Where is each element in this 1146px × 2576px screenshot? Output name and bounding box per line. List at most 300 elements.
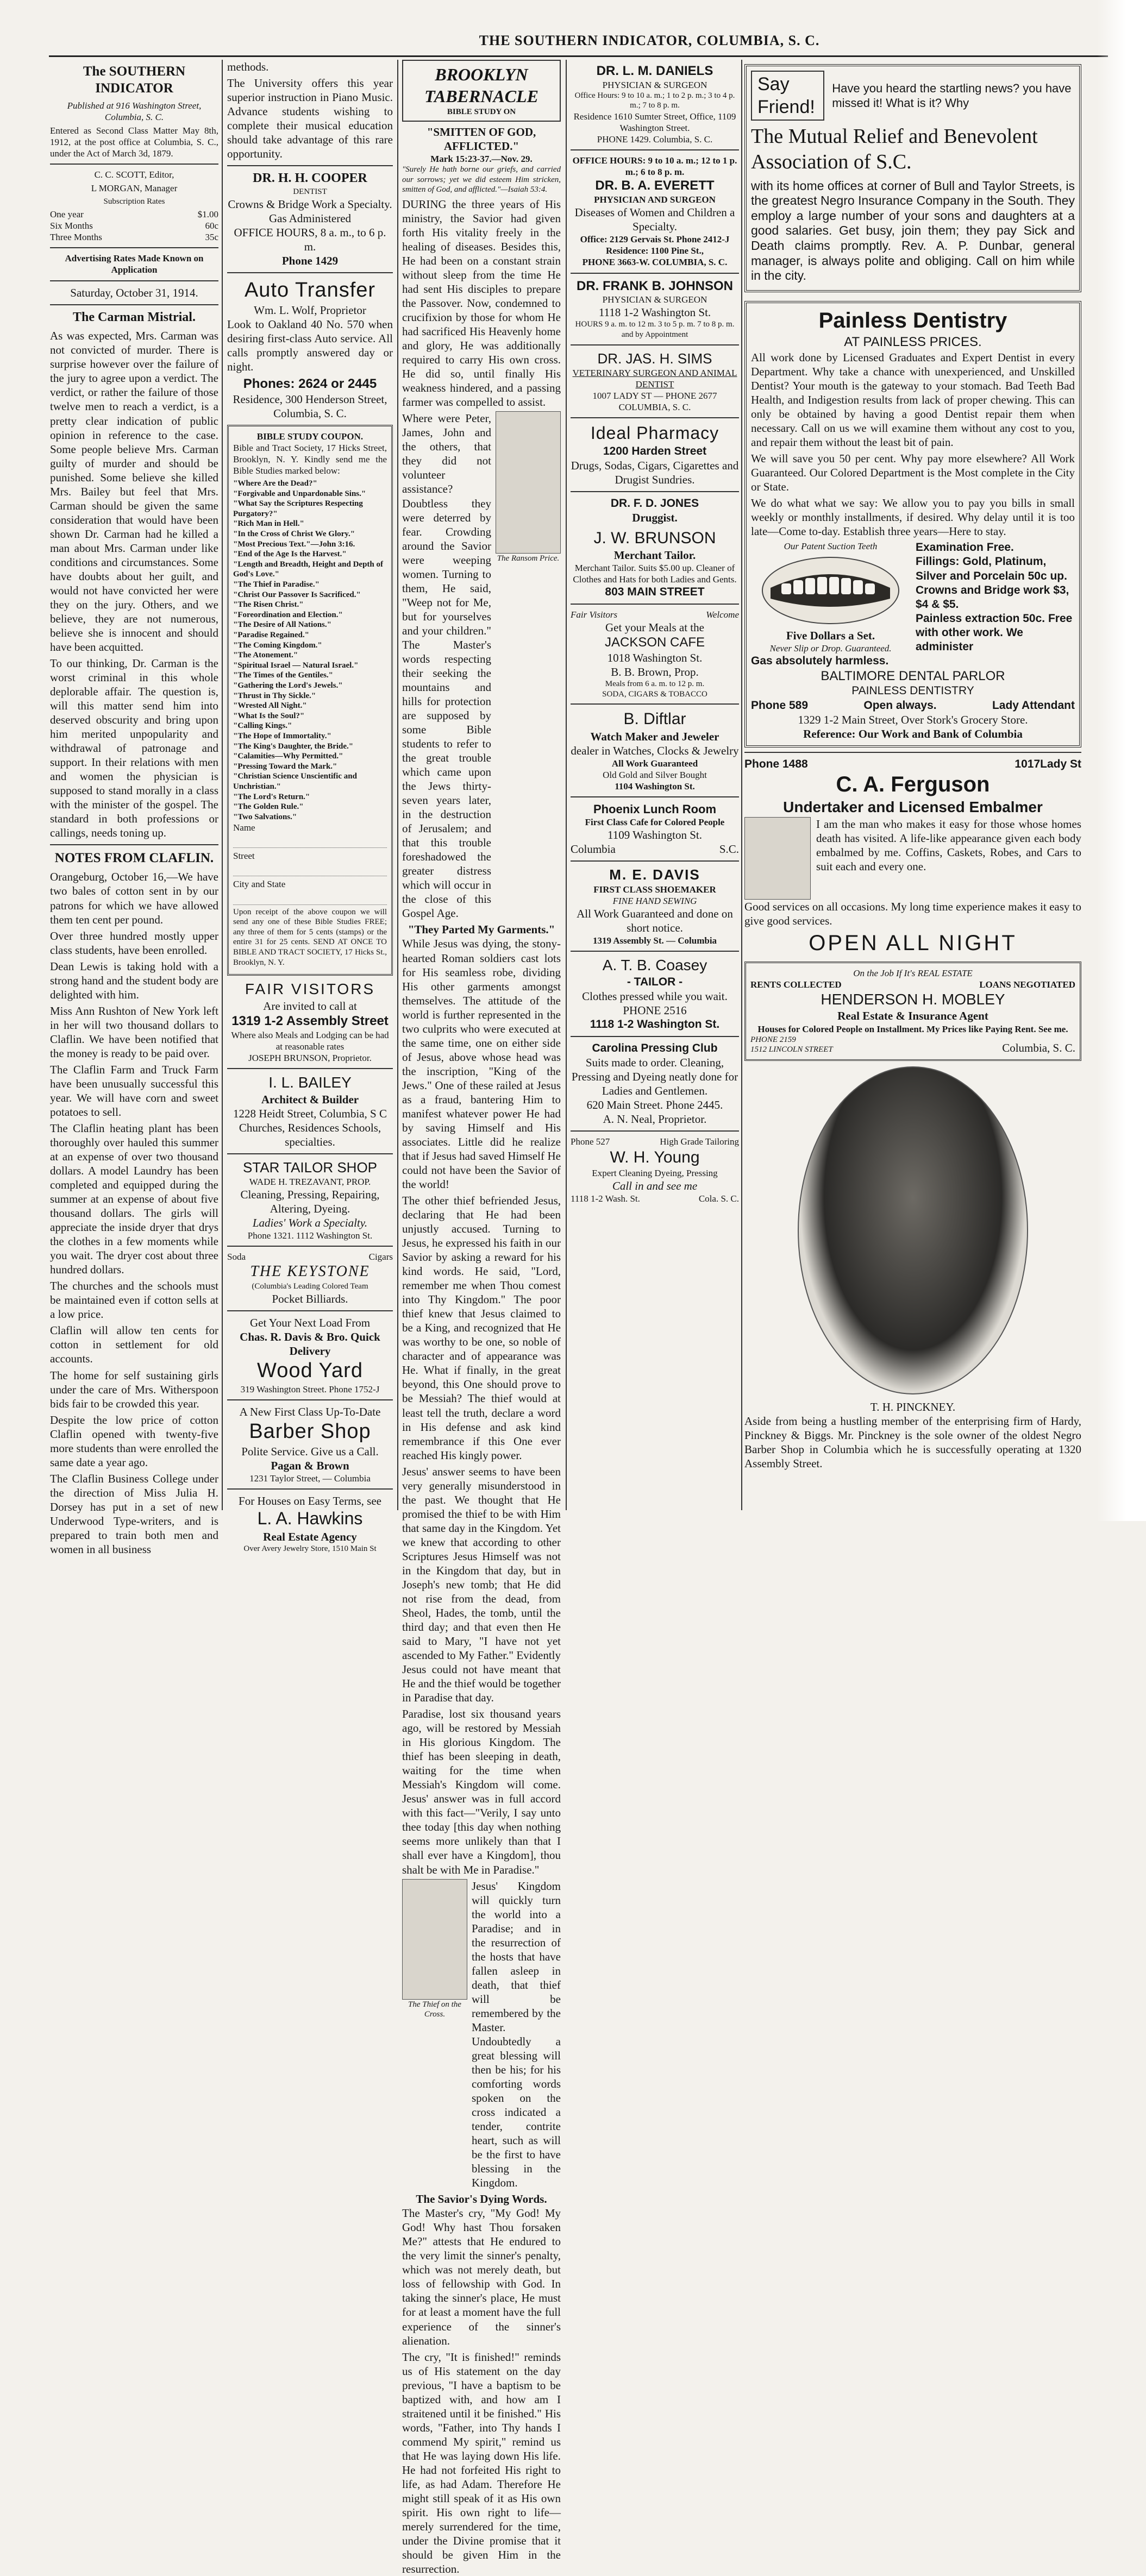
pinckney-portrait: [798, 1066, 1028, 1394]
coupon-item[interactable]: "The Golden Rule.": [233, 802, 304, 812]
ad-text: Clothes pressed while you wait. PHONE 2516: [582, 989, 728, 1017]
divider: [50, 164, 218, 165]
ad-text: 1228 Heidt Street, Columbia, S C Churches, Residences Schools, specialties.: [233, 1107, 387, 1148]
ad-mobley: [744, 962, 1081, 1061]
ad-name: I. L. BAILEY: [268, 1073, 352, 1091]
divider: [227, 1153, 393, 1154]
tabernacle-banner: [402, 60, 561, 122]
ad-name: HENDERSON H. MOBLEY: [821, 990, 1005, 1008]
ad-row: [751, 541, 1075, 654]
ad-price: Five Dollars a Set.: [786, 629, 875, 642]
divider: [571, 149, 739, 150]
ad-text: Houses for Colored People on Installment. My Prices like Paying Rent. See me.: [757, 1023, 1068, 1034]
divider: [571, 796, 739, 797]
ad-title: DENTIST: [293, 187, 327, 196]
ad-text: All Work Guaranteed and done on short notice.: [577, 907, 733, 934]
coupon-item[interactable]: "The Hope of Immortality.": [233, 731, 331, 740]
ad-title: Druggist.: [632, 511, 678, 524]
ad-title: Merchant Tailor.: [613, 549, 696, 562]
coupon-item[interactable]: "Length and Breadth, Height and Depth of God's Love.": [233, 560, 384, 579]
divider: [571, 491, 739, 492]
ad-text: Crowns & Bridge Work a Specialty. Gas Administered: [228, 197, 392, 225]
ad-heading: Say Friend!: [751, 71, 824, 121]
rate-row: Six Months 60c: [50, 221, 218, 231]
ad-row: Phone 1488 1017Lady St: [744, 757, 1081, 770]
ad-row: 1118 1-2 Wash. St. Cola. S. C.: [571, 1193, 739, 1204]
ad-text: FINE HAND SEWING: [612, 895, 697, 906]
tabernacle-title: BROOKLYN TABERNACLE: [424, 65, 538, 106]
ad-text: All work done by Licensed Graduates and Expert Dentist in every Department. Why take a chance with unexperienced, and Unskilled Dentist? Your mouth is the gateway to your stomach. Bad Teeth Bad Health, and Indigestion results from lack of proper chewing. This can only be obtained by having a good Dentist repair them when necessary. Call on us we will examine them without any cost to you, and repair them without the least bit of pain.: [751, 351, 1075, 449]
advertising-note: Advertising Rates Made Known on Application: [65, 253, 204, 275]
divider: [571, 703, 739, 705]
ad-reference: Reference: Our Work and Bank of Columbia: [803, 727, 1023, 740]
ad-text: SODA, CIGARS & TOBACCO: [602, 689, 707, 699]
ad-text: Get Your Next Load From: [249, 1316, 371, 1329]
ad-hours: Office Hours: 9 to 10 a. m.; 1 to 2 p. m.; 3 to 4 p. m.; 7 to 8 p. m.: [574, 91, 735, 110]
divider: [744, 752, 1081, 753]
ad-title: Wood Yard: [257, 1359, 363, 1382]
divider: [571, 1130, 739, 1132]
ad-diftlar: [571, 709, 739, 791]
ad-address: 620 Main Street. Phone 2445.: [586, 1098, 723, 1111]
ad-open: OPEN ALL NIGHT: [809, 931, 1017, 955]
ad-address: Residence 1610 Sumter Street, Office, 1109 Washington Street.: [573, 111, 736, 134]
ad-text: Suits made to order. Cleaning, Pressing and Dyeing neatly done for Ladies and Gentlemen.: [571, 1055, 738, 1097]
ad-text: Painless extraction 50c. Free with other work. We administer: [916, 612, 1073, 653]
rate-row: One year $1.00: [50, 209, 218, 220]
divider: [571, 417, 739, 418]
coupon-list: [233, 479, 387, 822]
ad-text: Merchant Tailor. Suits $5.00 up. Cleaner of Clothes and Hats for both Ladies and Gents.: [573, 563, 737, 585]
ad-contact: PHONE 2159 1512 LINCOLN STREET: [750, 1035, 833, 1054]
coupon-item[interactable]: "Foreordination and Election.": [233, 610, 343, 619]
coupon-item[interactable]: "Spiritual Israel — Natural Israel.": [233, 661, 359, 670]
ad-name: L. A. Hawkins: [257, 1509, 363, 1529]
coupon-item[interactable]: "The Thief in Paradise.": [233, 580, 320, 589]
ad-sims: [571, 350, 739, 413]
teeth-block: [751, 541, 910, 654]
ad-text: Good services on all occasions. My long time experience makes it easy to give good services.: [744, 900, 1081, 927]
column-3: [402, 60, 561, 2576]
teeth-illustration: [762, 557, 899, 624]
coupon-line: [233, 835, 387, 848]
divider: [227, 1399, 393, 1400]
illustration-caption: The Ransom Price.: [497, 554, 560, 563]
ad-text: Where also Meals and Lodging can be had at reasonable rates: [231, 1029, 389, 1052]
article-paragraph: The Claflin Farm and Truck Farm have been unusually successful this year. We will have corn and sweet potatoes to sell.: [50, 1063, 218, 1119]
sermon-paragraph: The Master's cry, "My God! My God! Why hast Thou forsaken Me?" attests that He endured to the very limit the sinner's penalty, which was not merely death, but loss of fellowship with God. In taking the sinner's place, He must for at least a moment have the full experience of the sinner's alienation.: [402, 2207, 561, 2347]
column-divider: [741, 60, 742, 1510]
ad-text: Examination Free.: [916, 541, 1014, 554]
column-2: [227, 60, 393, 1553]
ad-text: I am the man who makes it easy for those whose homes death has visited. A life-like appearance given each body embalmed by me. Coffins, Caskets, Robes, and Cars to suit each and every one.: [816, 817, 1081, 874]
coupon-item[interactable]: "Pressing Toward the Mark.": [233, 762, 337, 771]
ad-ideal-pharmacy: [571, 423, 739, 487]
ad-name: FAIR VISITORS: [245, 981, 375, 998]
rate-row: Three Months 35c: [50, 232, 218, 243]
ad-name: Chas. R. Davis & Bro. Quick Delivery: [240, 1330, 380, 1358]
divider: [227, 1246, 393, 1247]
coupon-item[interactable]: "The Desire of All Nations.": [233, 620, 331, 630]
sermon-paragraph: The other thief befriended Jesus, declaring that He had been unjustly accused. Turning to Jesus, he expressed his faith in our Savior by asking a reward for his kind words. He said, "Lord, remember me when Thou comest into Thy Kingdom." The poor thief knew that Jesus claimed to be a King, and recognized that He was worthy to be one, so noble of character and of appearance was He. What if finally, in the great beyond, this One should prove to be Messiah? The thief would at least tell the truth, declare a word in His defense and ask kind remembrance if this One ever reached His kingly power.: [402, 1194, 561, 1462]
coupon-item[interactable]: "Forgivable and Unpardonable Sins.": [233, 489, 366, 498]
ad-text: Never Slip or Drop. Guaranteed.: [769, 643, 892, 654]
divider: [50, 844, 218, 845]
ad-text: All Work Guaranteed: [611, 758, 698, 769]
ad-title: - TAILOR -: [627, 975, 683, 988]
masthead-rule: [49, 55, 1108, 57]
ad-row: [751, 71, 1075, 121]
column-divider: [222, 60, 223, 1510]
coupon-item[interactable]: "End of the Age Is the Harvest.": [233, 550, 347, 559]
ad-painless-dentistry: [744, 301, 1081, 747]
divider: [571, 1036, 739, 1037]
ad-text: Look to Oakland 40 No. 570 when desiring first-class Auto service. All calls promptly answered day or night.: [227, 317, 393, 373]
ad-text: Cleaning, Pressing, Repairing, Altering, Dyeing.: [240, 1188, 380, 1216]
ad-row: [750, 1035, 1075, 1055]
ad-tagline: On the Job If It's REAL ESTATE: [853, 967, 973, 978]
teeth-icon: [765, 566, 895, 615]
ad-address: 1118 1-2 Washington St.: [590, 1017, 720, 1031]
ad-prop: WADE H. TREZAVANT, PROP.: [249, 1176, 371, 1187]
ad-young: [571, 1136, 739, 1204]
ad-keystone: [227, 1251, 393, 1305]
coupon-name-field[interactable]: Name: [233, 822, 387, 848]
ad-hours: OFFICE HOURS, 8 a. m., to 6 p. m.: [234, 225, 386, 253]
ad-text: dealer in Watches, Clocks & Jewelry: [571, 744, 739, 757]
ad-title: Real Estate Agency: [263, 1530, 357, 1543]
ad-phone: Phone 1429: [281, 254, 339, 267]
ad-text: We do what what we say: We allow you to pay you bills in small weekly or monthly installments, if desired. Why delay until it is too late—Come to-day. Establish three years—Here to stay.: [751, 497, 1075, 538]
ad-coasey: [571, 956, 739, 1032]
article-paragraph: The Claflin heating plant has been thoroughly over hauled this summer at an expense of over two thousand dollars. A model Laundry has been completed and equipped during the summer at an expense of about five thousand dollars. The girls will appreciate the inside dryer that drys the clothes in a few moments while you wait. The dryer cost about three hundred dollars.: [50, 1121, 218, 1277]
sermon-title: "SMITTEN OF GOD, AFFLICTED.": [427, 125, 536, 153]
article-paragraph: Over three hundred mostly upper class students, have been enrolled.: [50, 929, 218, 957]
ad-prop: B. B. Brown, Prop.: [611, 665, 699, 679]
ad-title: Undertaker and Licensed Embalmer: [783, 799, 1043, 816]
divider: [571, 273, 739, 274]
column-4: [571, 60, 739, 1510]
ad-name: DR. H. H. COOPER: [253, 171, 367, 186]
paper-name: The SOUTHERN INDICATOR: [83, 64, 186, 96]
coupon-line: [233, 893, 387, 905]
ad-row: RENTS COLLECTED LOANS NEGOTIATED: [750, 979, 1075, 990]
coupon-item[interactable]: "Thrust in Thy Sickle.": [233, 691, 316, 700]
ad-name: Auto Transfer: [244, 278, 376, 301]
ad-text: (Columbia's Leading Colored Team: [252, 1281, 368, 1291]
ad-everett: [571, 155, 739, 268]
ad-wood-yard: [227, 1316, 393, 1395]
divider: [50, 247, 218, 248]
sermon-heading: The Savior's Dying Words.: [416, 2192, 547, 2206]
coupon-line: [233, 864, 387, 876]
ad-city: Columbia, S. C.: [1002, 1041, 1075, 1054]
coupon-item[interactable]: "Christ Our Passover Is Sacrificed.": [233, 590, 361, 599]
ad-name: W. H. Young: [610, 1148, 700, 1166]
continued-text: methods.: [227, 60, 269, 73]
ad-address: 1104 Washington St.: [615, 781, 695, 791]
article-paragraph: Despite the low price of cotton Claflin opened with twenty-five more students than were enrolled the same date a year ago.: [50, 1413, 218, 1469]
sermon-paragraph: Jesus' answer seems to have been very generally misunderstood in the past. We thought that He promised the thief to be with Him that same day in the Kingdom. Yet we knew that according to other Scriptures Jesus Himself was not in the Kingdom that day, but in Joseph's new tomb; that He did not rise from the dead, from Sheol, Hades, the tomb, until the third day; and that even then He said to Mary, "I have not yet ascended to My Father." Evidently Jesus could not have meant that He and the thief would be together in Paradise that day.: [402, 1465, 561, 1705]
ad-city: COLUMBIA, S. C.: [618, 402, 691, 413]
ad-title: PHYSICIAN AND SURGEON: [594, 194, 716, 205]
ad-address: 1319 1-2 Assembly Street: [231, 1013, 389, 1028]
ad-bailey: [227, 1073, 393, 1149]
coupon-item[interactable]: "The Coming Kingdom.": [233, 640, 322, 650]
divider: [227, 1488, 393, 1490]
ad-title: PHYSICIAN & SURGEON: [602, 294, 707, 305]
divider: [50, 280, 218, 281]
ad-address: Residence, 300 Henderson Street, Columbia, S. C.: [233, 392, 387, 420]
ad-hours: HOURS 9 a. m. to 12 m. 3 to 5 p. m. 7 to 8 p. m. and by Appointment: [575, 320, 735, 339]
column-1: [50, 60, 218, 1556]
ad-phoenix: [571, 802, 739, 856]
ad-jones: [571, 497, 739, 525]
coupon-item[interactable]: "Most Precious Text."—John 3:16.: [233, 539, 355, 549]
divider: [571, 951, 739, 952]
ad-name: STAR TAILOR SHOP: [242, 1159, 378, 1176]
ad-name: Barber Shop: [249, 1419, 371, 1443]
ad-title: VETERINARY SURGEON AND ANIMAL DENTIST: [572, 367, 737, 389]
ad-parlor-sub: PAINLESS DENTISTRY: [851, 684, 974, 698]
divider: [50, 304, 218, 305]
coupon-item[interactable]: "Two Salvations.": [233, 812, 297, 821]
ad-parlor: BALTIMORE DENTAL PARLOR: [821, 668, 1005, 683]
coupon-item[interactable]: "What Say the Scriptures Respecting Purgatory?": [233, 499, 363, 518]
ad-address: 1329 1-2 Main Street, Over Stork's Grocery Store.: [798, 713, 1028, 726]
ad-text: Old Gold and Silver Bought: [603, 769, 707, 780]
ad-name: M. E. DAVIS: [609, 866, 700, 883]
coupon-item[interactable]: "Calamities—Why Permitted.": [233, 752, 343, 761]
ad-daniels: [571, 63, 739, 145]
column-divider: [566, 60, 567, 1510]
article-paragraph: The churches and the schools must be maintained even if cotton sells at a low price.: [50, 1279, 218, 1321]
article-paragraph: Miss Ann Rushton of New York left in her will two thousand dollars to Claflin. We have been notified that the money is ready to be paid over.: [50, 1004, 218, 1060]
article-title: NOTES FROM CLAFLIN.: [54, 851, 214, 866]
article-paragraph: Orangeburg, October 16,—We have two bales of cotton sent in by our patrons for which we have allowed them ten cent per pound.: [50, 870, 218, 926]
ad-text: For Houses on Easy Terms, see: [239, 1494, 381, 1508]
ad-prop: Wm. L. Wolf, Proprietor: [254, 303, 366, 317]
sermon-block: [402, 1879, 561, 2192]
ad-row: [744, 817, 1081, 900]
coupon-item[interactable]: "Christian Science Unscientific and Unchristian.": [233, 772, 357, 791]
ad-text: Polite Service. Give us a Call.: [241, 1445, 379, 1458]
ferguson-portrait: [744, 817, 811, 900]
music-paragraph: The University offers this year superior instruction in Piano Music. Advance students wishing to complete their musical education should take advantage of this rare opportunity.: [227, 77, 393, 161]
ad-address: 1319 Assembly St. — Columbia: [592, 935, 717, 946]
sermon-paragraph: Jesus' Kingdom will quickly turn the world into a Paradise; and in the resurrection of the hosts that have fallen asleep in death, that thief will be remembered by the Master. Undoubtedly a great blessing will then be his; for his comforting words spoken on the cross indicated a tender, contrite heart, such as will be the first to have blessing in the Kingdom.: [472, 1879, 561, 2190]
coupon-item[interactable]: "The Times of the Gentiles.": [233, 671, 334, 680]
coupon-item[interactable]: "Wrested All Night.": [233, 701, 307, 711]
coupon-item[interactable]: "Gathering the Lord's Jewels.": [233, 681, 343, 690]
ad-text: Fillings: Gold, Platinum, Silver and Porcelain 50c up.: [916, 555, 1067, 582]
coupon-item[interactable]: "The Lord's Return.": [233, 792, 310, 801]
coupon-street-field[interactable]: Street: [233, 850, 387, 876]
ad-title: PHYSICIAN & SURGEON: [602, 79, 707, 90]
ad-name: DR. JAS. H. SIMS: [597, 350, 712, 367]
ad-address: 803 MAIN STREET: [605, 586, 705, 599]
coupon-intro: Bible and Tract Society, 17 Hicks Street, Brooklyn, N. Y. Kindly send me the Bible Studies marked below:: [233, 442, 387, 476]
ad-row: Soda Cigars: [227, 1252, 393, 1262]
illustration-caption: The Thief on the Cross.: [408, 2000, 461, 2019]
sermon-heading: "They Parted My Garments.": [408, 923, 555, 937]
ransom-price-illustration: [496, 411, 561, 554]
coupon-item[interactable]: "In the Cross of Christ We Glory.": [233, 530, 355, 539]
dental-prices: [916, 541, 1075, 654]
ad-subtitle: AT PAINLESS PRICES.: [844, 335, 982, 350]
ad-residence: Residence: 1100 Pine St.,: [606, 246, 704, 256]
ad-phone: Phones: 2624 or 2445: [243, 376, 377, 391]
article-paragraph: Claflin will allow ten cents for cotton in settlement for old accounts.: [50, 1324, 218, 1366]
ad-name: DR. FRANK B. JOHNSON: [576, 278, 733, 293]
ad-text: Our Patent Suction Teeth: [784, 541, 878, 552]
sermon-paragraph: DURING the three years of His ministry, the Savior had given forth His vitality freely in the healing of diseases. Besides this, He had been on a constant strain without sleep from the time He had sent His disciples to prepare the Passover. Now, condemned to crucifixion by those for whom He had sacrificed His Heavenly home and glory, He was additionally required to carry His own cross. He did so, until finally His weakness hindered, and a passing farmer was compelled to assist.: [402, 197, 561, 409]
sermon-block: [402, 411, 561, 922]
ad-barber-shop: [227, 1405, 393, 1484]
coupon-item[interactable]: "What Is the Soul?": [233, 711, 305, 720]
ad-address: 1007 LADY ST — PHONE 2677: [592, 390, 717, 401]
article-paragraph: The home for self sustaining girls under the care of Mrs. Witherspoon bids fair to be crowded this year.: [50, 1368, 218, 1410]
entry-note: Entered as Second Class Matter May 8th, 1912, at the post office at Columbia, S. C., under the Act of March 3d, 1879.: [50, 125, 218, 159]
issue-date: Saturday, October 31, 1914.: [70, 286, 198, 299]
sermon-paragraph: Paradise, lost six thousand years ago, will be restored by Messiah in His glorious Kingdom. The thief has been sleeping in death, waiting for the time when Messiah's Kingdom will come. Jesus' answer was in full accord with this fact—"Verily, I say unto thee today [this day when nothing seems more unlikely than that I shall ever have a Kingdom], thou shalt be with Me in Paradise.": [402, 1707, 561, 1876]
ad-phone: Phone 1321. 1112 Washington St.: [247, 1230, 373, 1241]
thief-on-cross-illustration: [402, 1879, 467, 2000]
ad-title: FIRST CLASS SHOEMAKER: [593, 884, 716, 895]
ad-name: DR. B. A. EVERETT: [595, 178, 715, 193]
divider: [571, 860, 739, 862]
coupon-item[interactable]: "Where Are the Dead?": [233, 479, 317, 488]
ad-text: Have you heard the startling news? you have missed it! What is it? Why: [832, 81, 1072, 110]
ad-address: 1109 Washington St.: [608, 828, 702, 842]
ad-text: A New First Class Up-To-Date: [239, 1405, 381, 1418]
ad-name: A. T. B. Coasey: [602, 956, 707, 973]
ad-name: J. W. BRUNSON: [593, 529, 716, 547]
ad-name: The Mutual Relief and Benevolent Association of S.C.: [751, 125, 1038, 174]
coupon-item[interactable]: "The King's Daughter, the Bride.": [233, 742, 354, 751]
coupon-item[interactable]: "The Atonement.": [233, 651, 298, 660]
ad-text: Get your Meals at the: [605, 621, 704, 634]
ad-text: Crowns and Bridge work $3, $4 & $5.: [916, 583, 1069, 611]
ad-name: DR. L. M. DANIELS: [596, 64, 713, 78]
ad-name: THE KEYSTONE: [250, 1263, 370, 1280]
ad-davis: [571, 866, 739, 946]
ad-address: 1231 Taylor Street, — Columbia: [249, 1473, 371, 1484]
ad-text: Diseases of Women and Children a Specialty.: [574, 206, 735, 234]
article-title: The Carman Mistrial.: [73, 310, 196, 324]
torn-page-edge: [1097, 0, 1146, 1521]
coupon-item[interactable]: "Paradise Regained.": [233, 631, 309, 640]
ad-special: Ladies' Work a Specialty.: [252, 1216, 368, 1230]
coupon-footer: Upon receipt of the above coupon we will send any one of these Bible Studies FREE; any three of them for 5 cents (stamps) or the entire 31 for 25 cents. SEND AT ONCE TO BIBLE AND TRACT SOCIETY, 17 Hicks St., Brooklyn, N. Y.: [233, 907, 387, 967]
ad-text: Are invited to call at: [263, 999, 357, 1013]
coupon-item[interactable]: "The Risen Christ.": [233, 600, 304, 610]
ad-office: Office: 2129 Gervais St. Phone 2412-J: [580, 234, 730, 245]
ad-title: Architect & Builder: [261, 1092, 359, 1106]
ad-hawkins: [227, 1494, 393, 1554]
sermon-ref: Mark 15:23-37.—Nov. 29.: [430, 154, 533, 164]
column-5: [744, 60, 1081, 1510]
ad-cooper: [227, 171, 393, 268]
article-paragraph: The Claflin Business College under the direction of Miss Julia H. Dorsey has put in a set of new Underwood Type-writers, and is prepared to train both men and women in all business: [50, 1472, 218, 1556]
ad-auto-transfer: [227, 278, 393, 420]
subscription-title: Subscription Rates: [103, 197, 165, 206]
ad-hours: Meals from 6 a. m. to 12 p. m.: [605, 680, 705, 689]
ad-ferguson: [744, 757, 1081, 957]
ad-text: Pocket Billiards.: [272, 1292, 348, 1305]
ad-row: Phone 527 High Grade Tailoring: [571, 1136, 739, 1147]
sermon-paragraph: While Jesus was dying, the stony-hearted Roman soldiers cast lots for His seamless robe, dividing His other garments amongst themselves. The attitude of the world is further represented in the two culprits who were executed at the same time, one on either side of Jesus, above whose head was the inscription, "King of the Jews." One of these railed at Jesus as a fraud, bantering Him to manifest whatever power He had by saving Himself and His associates. Little did he realize that if Jesus had saved Himself He could not have been the Savior of the world!: [402, 937, 561, 1191]
article-paragraph: Dean Lewis is taking hold with a strong hand and the student body are delighted with him.: [50, 959, 218, 1001]
ad-name: B. Diftlar: [623, 710, 686, 728]
portrait-text: Aside from being a hustling member of the enterprising firm of Hardy, Pinckney & Biggs. Mr. Pinckney is the sole owner of the oldest Negro Barber Shop in Columbia which he is successfully operating at 1320 Assembly Street.: [744, 1414, 1081, 1470]
manager: L MORGAN, Manager: [91, 183, 178, 194]
ad-carolina: [571, 1041, 739, 1126]
ad-name: Ideal Pharmacy: [590, 423, 719, 443]
ad-prop: A. N. Neal, Proprietor.: [603, 1112, 707, 1126]
ad-star-tailor: [227, 1159, 393, 1241]
ad-text: Call in and see me: [612, 1179, 698, 1193]
ad-text: We will save you 50 per cent. Why pay more elsewhere? All Work Guaranteed. Our Colored Department is the Most complete in the City or State.: [751, 452, 1075, 494]
ad-text: Expert Cleaning Dyeing, Pressing: [592, 1168, 718, 1179]
masthead: THE SOUTHERN INDICATOR, COLUMBIA, S. C.: [479, 33, 820, 48]
ad-fair-visitors: [227, 980, 393, 1064]
tabernacle-sub: BIBLE STUDY ON: [447, 108, 516, 117]
divider: [227, 165, 393, 166]
divider: [227, 1068, 393, 1069]
rates-table: [50, 209, 218, 243]
ad-row: Columbia S.C.: [571, 843, 739, 856]
ad-address: 319 Washington Street. Phone 1752-J: [240, 1384, 380, 1394]
divider: [571, 344, 739, 345]
coupon-city-field[interactable]: City and State: [233, 878, 387, 904]
ad-name: DR. F. D. JONES: [610, 497, 699, 510]
ad-row: Fair Visitors Welcome: [571, 610, 739, 620]
coupon-item[interactable]: "Rich Man in Hell.": [233, 519, 304, 529]
ad-address: 1018 Washington St.: [607, 651, 703, 665]
ad-title: Real Estate & Insurance Agent: [837, 1009, 988, 1023]
divider: [571, 604, 739, 605]
divider: [227, 272, 393, 273]
ad-name: JACKSON CAFE: [604, 635, 705, 650]
article-paragraph: To our thinking, Dr. Carman is the worst criminal in this whole deplorable affair. The question is, will this matter send him into deserved obscurity and bring upon him merited unpopularity and withdrawal of patronage and support. In their relations with men and women the physician is supposed to stand morally in a class with the minister of the gospel. The standard in both professions or callings, needs toning up.: [50, 657, 218, 840]
ad-title: Watch Maker and Jeweler: [590, 730, 719, 743]
editor: C. C. SCOTT, Editor,: [94, 169, 174, 180]
ad-address: Over Avery Jewelry Store, 1510 Main St: [243, 1544, 377, 1553]
sermon-verse: "Surely He hath borne our griefs, and carried our sorrows; yet we did esteem Him stricken, smitten of God, and afflicted."—Isaiah 53:4.: [402, 165, 561, 194]
coupon-item[interactable]: "Calling Kings.": [233, 721, 292, 731]
ad-text: with its home offices at corner of Bull and Taylor Streets, is the greatest Negro Insurance Company in the South. They employ a large number of your sons and daughters at a good salaries. Get busy, join them; they pay Sick and Death claims promptly. Rev. A. P. Dunbar, general manager, is always polite and obliging. Call on him while in the city.: [751, 178, 1075, 283]
ad-johnson: [571, 278, 739, 340]
ad-phone: PHONE 1429. Columbia, S. C.: [597, 134, 713, 145]
ad-hours: OFFICE HOURS: 9 to 10 a. m.; 12 to 1 p. m.; 6 to 8 p. m.: [572, 155, 737, 178]
divider: [227, 1310, 393, 1311]
ad-text: Gas absolutely harmless.: [751, 654, 889, 667]
ad-prop: JOSEPH BRUNSON, Proprietor.: [248, 1052, 372, 1063]
ad-address: 1118 1-2 Washington St.: [598, 306, 711, 319]
sermon-paragraph: The cry, "It is finished!" reminds us of His statement on the day previous, "I have a baptism to be baptized with, and how am I straitened until it be finished." His words, "Father, into Thy hands I commend My spirit," remind us that He was laying down His life. He had not forfeited His right to life, as had Adam. Therefore He might still speak of it as His own spirit. His own right to life—merely surrendered for the time, under the Divine promise that it should be given Him in the resurrection.: [402, 2350, 561, 2576]
column-divider: [397, 60, 398, 1510]
ad-mutual-relief: [744, 64, 1081, 292]
ad-jackson-cafe: [571, 609, 739, 699]
ad-name: Painless Dentistry: [818, 308, 1007, 332]
article-paragraph: As was expected, Mrs. Carman was not convicted of murder. There is surprise however over the failure of the jury to agree upon a verdict. The verdict, or rather the failure of those twelve men to reach a verdict, is a pretty clear indication of public opinion in reference to the case. Some people believe Mrs. Carman guilty of murder and should be punished. Some believe she killed Mrs. Bailey but feel that Mrs. Carman should be given the same consideration that would have been shown Dr. Carman had he killed a man about Mrs. Carman under like conditions and circumstances. Some have doubts about her guilt, and would not have convicted her were they on the jury. Others, and we believe, they are not numerous, believe she is innocent and should have been acquitted.: [50, 329, 218, 654]
coupon-title: BIBLE STUDY COUPON.: [256, 431, 364, 442]
ad-row: Phone 589 Open always. Lady Attendant: [751, 699, 1075, 712]
ad-text: Drugs, Sodas, Cigars, Cigarettes and Drugist Sundries.: [571, 458, 739, 486]
sermon-paragraph: Where were Peter, James, John and the others, that they did not volunteer assistance? Doubtless they were deterred by fear. Crowding around the Savior were weeping women. Turning to them, He said, "Weep not for Me, but for yourselves and your children." The Master's words respecting their seeking the mountains and hills for protection are supposed by some Bible students to refer to the great trouble which came upon the Jews thirty-seven years later, in the destruction of Jerusalem; and that this trouble foreshadowed the greater distress which will occur in the close of this Gospel Age.: [402, 412, 491, 920]
ad-address: 1200 Harden Street: [603, 444, 707, 457]
